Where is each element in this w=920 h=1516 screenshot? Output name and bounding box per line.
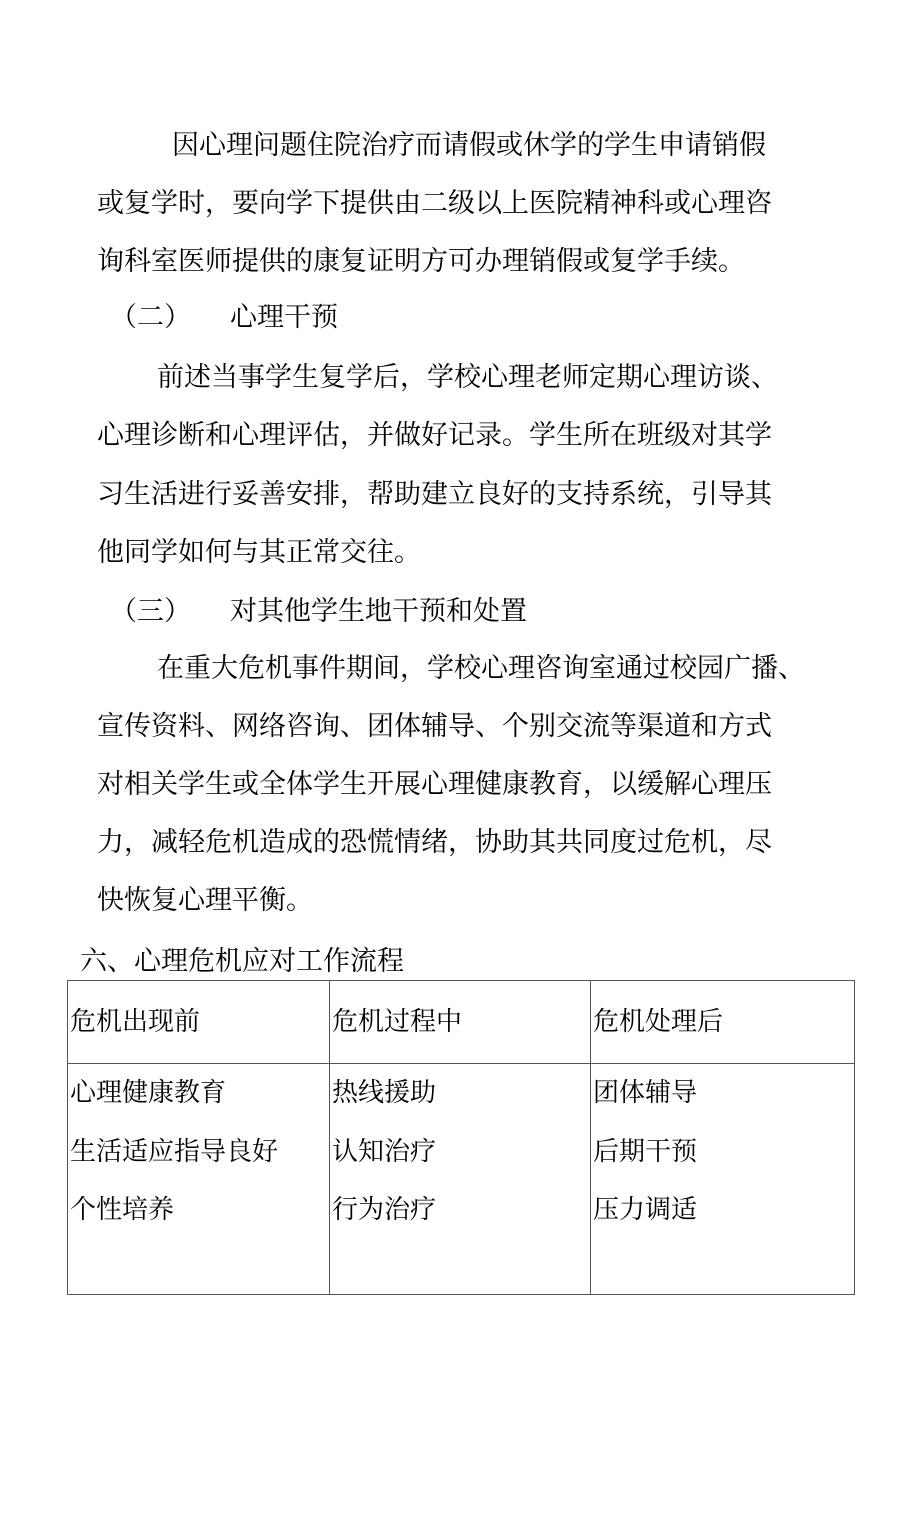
section-6-title: 六、心理危机应对工作流程 xyxy=(80,946,404,977)
paragraph-3-line-3: 对相关学生或全体学生开展心理健康教育，以缓解心理压 xyxy=(97,769,772,800)
header-during-crisis: 危机过程中 xyxy=(330,981,591,1064)
list-item: 心理健康教育 xyxy=(70,1078,227,1108)
list-item: 热线援助 xyxy=(332,1078,437,1108)
paragraph-3-line-4: 力，减轻危机造成的恐慌情绪，协助其共同度过危机，尽 xyxy=(97,827,772,858)
paragraph-3-line-5: 快恢复心理平衡。 xyxy=(97,885,313,916)
header-after-crisis: 危机处理后 xyxy=(591,981,855,1064)
paragraph-1-line-1: 因心理问题住院治疗而请假或休学的学生申请销假 xyxy=(172,130,766,161)
table-header-row xyxy=(68,981,855,1064)
paragraph-2-line-1: 前述当事学生复学后，学校心理老师定期心理访谈、 xyxy=(157,362,778,393)
paragraph-1-line-2: 或复学时，要向学下提供由二级以上医院精神科或心理咨 xyxy=(97,188,772,219)
paragraph-2-line-3: 习生活进行妥善安排，帮助建立良好的支持系统，引导其 xyxy=(97,479,772,510)
list-item: 压力调适 xyxy=(593,1195,698,1225)
section-3-number: （三） xyxy=(110,596,191,627)
paragraph-2-line-2: 心理诊断和心理评估，并做好记录。学生所在班级对其学 xyxy=(97,420,772,451)
crisis-flow-table xyxy=(67,980,855,1295)
header-before-crisis: 危机出现前 xyxy=(68,981,330,1064)
list-item: 团体辅导 xyxy=(593,1078,698,1108)
section-2-title: 心理干预 xyxy=(230,302,338,333)
during-crisis-cell xyxy=(330,1064,591,1295)
after-crisis-cell xyxy=(591,1064,855,1295)
list-item: 生活适应指导良好 xyxy=(70,1136,279,1167)
list-item: 行为治疗 xyxy=(332,1195,437,1225)
paragraph-2-line-4: 他同学如何与其正常交往。 xyxy=(97,537,421,568)
before-crisis-cell xyxy=(68,1064,330,1295)
paragraph-3-line-1: 在重大危机事件期间，学校心理咨询室通过校园广播、 xyxy=(157,653,805,684)
paragraph-1-line-3: 询科室医师提供的康复证明方可办理销假或复学手续。 xyxy=(97,246,745,277)
table-row xyxy=(68,1064,855,1295)
section-3-title: 对其他学生地干预和处置 xyxy=(230,596,527,627)
list-item: 后期干预 xyxy=(593,1136,698,1167)
list-item: 认知治疗 xyxy=(332,1136,437,1167)
paragraph-3-line-2: 宣传资料、网络咨询、团体辅导、个别交流等渠道和方式 xyxy=(97,711,772,742)
section-2-number: （二） xyxy=(110,302,191,333)
list-item: 个性培养 xyxy=(70,1195,175,1225)
